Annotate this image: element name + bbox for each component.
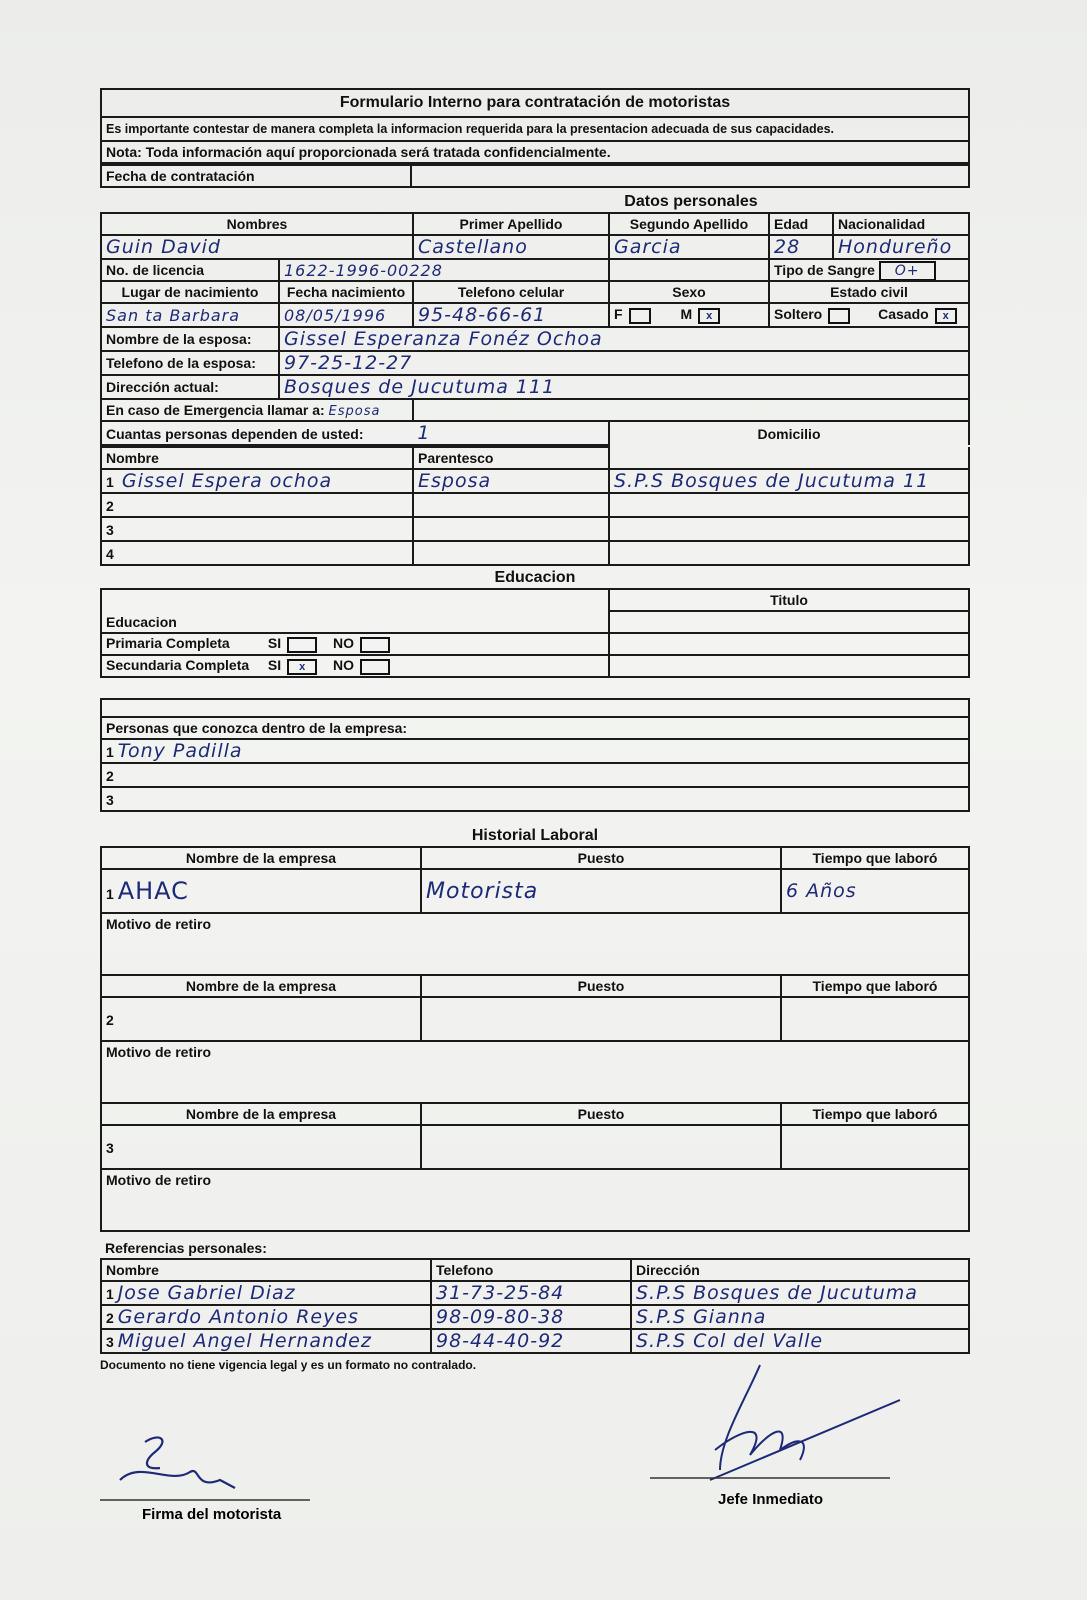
dependents-count-label: Cuantas personas dependen de usted: bbox=[106, 426, 364, 442]
home-label: Domicilio bbox=[609, 421, 969, 445]
known-person-name[interactable]: Tony Padilla bbox=[117, 740, 243, 762]
hire-date-field[interactable] bbox=[411, 165, 969, 187]
married-checkbox[interactable]: x bbox=[935, 308, 957, 324]
supervisor-signature bbox=[650, 1360, 910, 1490]
ref-address[interactable]: S.P.S Bosques de Jucutuma bbox=[631, 1281, 969, 1305]
ref-address[interactable]: S.P.S Gianna bbox=[631, 1305, 969, 1329]
phone-label: Telefono celular bbox=[413, 281, 609, 303]
known-person-num: 1 bbox=[106, 744, 114, 760]
blood-type-value[interactable]: O+ bbox=[879, 261, 936, 281]
blood-type-label: Tipo de Sangre bbox=[774, 261, 875, 278]
reference-row bbox=[101, 1305, 969, 1329]
job-position[interactable] bbox=[421, 997, 781, 1041]
form-intro: Es importante contestar de manera completa la informacion requerida para la presentacion adecuada de sus capacidades. bbox=[101, 117, 969, 141]
nationality-label: Nacionalidad bbox=[833, 213, 969, 235]
civil-status-cell bbox=[769, 303, 969, 327]
phone-value[interactable]: 95-48-66-61 bbox=[413, 303, 609, 327]
second-surname-label: Segundo Apellido bbox=[609, 213, 769, 235]
dependent-home[interactable] bbox=[609, 517, 969, 541]
ref-num: 3 bbox=[106, 1334, 114, 1350]
first-surname-value[interactable]: Castellano bbox=[413, 235, 609, 259]
hire-date-row bbox=[100, 164, 970, 188]
reason-label: Motivo de retiro bbox=[101, 1169, 969, 1190]
dependent-row bbox=[101, 541, 969, 565]
emergency-value[interactable]: Esposa bbox=[328, 403, 381, 419]
ref-name[interactable]: Gerardo Antonio Reyes bbox=[117, 1306, 359, 1328]
dependent-name[interactable]: Gissel Espera ochoa bbox=[121, 470, 333, 492]
ref-address-label: Dirección bbox=[631, 1259, 969, 1281]
dependent-row bbox=[101, 493, 969, 517]
dependents-relation-label: Parentesco bbox=[413, 447, 609, 469]
time-label: Tiempo que laboró bbox=[781, 1103, 969, 1125]
sex-m-label: M bbox=[680, 306, 693, 323]
primary-si-label: SI bbox=[267, 635, 282, 652]
emergency-cell bbox=[101, 399, 413, 421]
dependent-num: 2 bbox=[106, 498, 114, 514]
primary-no-checkbox[interactable] bbox=[360, 637, 390, 653]
emergency-label: En caso de Emergencia llamar a: bbox=[106, 401, 325, 418]
position-label: Puesto bbox=[421, 847, 781, 869]
single-label: Soltero bbox=[774, 306, 823, 323]
company-label: Nombre de la empresa bbox=[101, 847, 421, 869]
position-label: Puesto bbox=[421, 975, 781, 997]
known-person-num: 2 bbox=[106, 768, 114, 784]
reason-field[interactable] bbox=[101, 1062, 969, 1103]
primary-si-checkbox[interactable] bbox=[287, 637, 317, 653]
dependent-relation[interactable]: Esposa bbox=[413, 469, 609, 493]
driver-signature bbox=[100, 1430, 320, 1510]
sex-f-checkbox[interactable] bbox=[629, 308, 651, 324]
birthplace-label: Lugar de nacimiento bbox=[101, 281, 279, 303]
license-label: No. de licencia bbox=[101, 259, 279, 281]
confidential-note: Nota: Toda información aquí proporcionada será tratada confidencialmente. bbox=[101, 141, 969, 163]
education-title-field[interactable] bbox=[609, 611, 969, 633]
dependent-home[interactable] bbox=[609, 541, 969, 565]
first-surname-label: Primer Apellido bbox=[413, 213, 609, 235]
address-value[interactable]: Bosques de Jucutuma 111 bbox=[279, 375, 969, 399]
ref-phone[interactable]: 98-44-40-92 bbox=[431, 1329, 631, 1353]
form-header bbox=[100, 88, 970, 164]
ref-phone[interactable]: 98-09-80-38 bbox=[431, 1305, 631, 1329]
dependents-count-value[interactable]: 1 bbox=[417, 422, 431, 444]
secondary-no-label: NO bbox=[333, 657, 355, 674]
secondary-no-checkbox[interactable] bbox=[360, 659, 390, 675]
dependent-num: 4 bbox=[106, 546, 114, 562]
age-value[interactable]: 28 bbox=[769, 235, 833, 259]
sex-m-checkbox[interactable]: x bbox=[698, 308, 720, 324]
hiring-form bbox=[100, 88, 970, 1372]
sex-cell bbox=[609, 303, 769, 327]
secondary-si-label: SI bbox=[267, 657, 282, 674]
address-label: Dirección actual: bbox=[101, 375, 279, 399]
sex-label: Sexo bbox=[609, 281, 769, 303]
company-label: Nombre de la empresa bbox=[101, 975, 421, 997]
ref-name[interactable]: Jose Gabriel Diaz bbox=[117, 1282, 296, 1304]
position-label: Puesto bbox=[421, 1103, 781, 1125]
job-time[interactable] bbox=[781, 997, 969, 1041]
spouse-value[interactable]: Gissel Esperanza Fonéz Ochoa bbox=[279, 327, 969, 351]
job-num: 3 bbox=[106, 1140, 114, 1156]
work-section-title: Historial Laboral bbox=[471, 827, 599, 844]
driver-signature-label: Firma del motorista bbox=[142, 1506, 282, 1523]
primary-no-label: NO bbox=[333, 635, 355, 652]
names-value[interactable]: Guin David bbox=[101, 235, 413, 259]
dependent-num: 3 bbox=[106, 522, 114, 538]
dependent-num: 1 bbox=[106, 474, 115, 490]
primary-title-field[interactable] bbox=[609, 633, 969, 655]
ref-name[interactable]: Miguel Angel Hernandez bbox=[117, 1330, 372, 1352]
job-position[interactable] bbox=[421, 1125, 781, 1169]
education-table bbox=[100, 568, 970, 678]
personal-section-title: Datos personales bbox=[624, 193, 758, 210]
job-company[interactable]: AHAC bbox=[117, 877, 189, 905]
ref-num: 2 bbox=[106, 1310, 114, 1326]
birthdate-value[interactable]: 08/05/1996 bbox=[279, 303, 413, 327]
supervisor-signature-label: Jefe Inmediato bbox=[718, 1491, 824, 1508]
reason-label: Motivo de retiro bbox=[101, 913, 969, 934]
secondary-title-field[interactable] bbox=[609, 655, 969, 677]
hire-date-label: Fecha de contratación bbox=[101, 165, 411, 187]
time-label: Tiempo que laboró bbox=[781, 847, 969, 869]
second-surname-value[interactable]: Garcia bbox=[609, 235, 769, 259]
dependents-count-cell bbox=[101, 421, 609, 445]
birthdate-label: Fecha nacimiento bbox=[279, 281, 413, 303]
known-person-row bbox=[101, 763, 969, 787]
birthplace-value[interactable]: San ta Barbara bbox=[101, 303, 279, 327]
education-title-label: Titulo bbox=[609, 589, 969, 611]
civil-status-label: Estado civil bbox=[769, 281, 969, 303]
company-label: Nombre de la empresa bbox=[101, 1103, 421, 1125]
job-position[interactable]: Motorista bbox=[421, 869, 781, 913]
license-value[interactable]: 1622-1996-00228 bbox=[279, 259, 609, 281]
job-num: 1 bbox=[106, 886, 114, 902]
job-time[interactable]: 6 Años bbox=[781, 869, 969, 913]
ref-name-label: Nombre bbox=[101, 1259, 431, 1281]
reference-row bbox=[101, 1281, 969, 1305]
spouse-label: Nombre de la esposa: bbox=[101, 327, 279, 351]
work-history-table bbox=[100, 826, 970, 1232]
reason-field[interactable] bbox=[101, 1190, 969, 1231]
dependent-row bbox=[101, 517, 969, 541]
job-time[interactable] bbox=[781, 1125, 969, 1169]
job-row bbox=[101, 869, 969, 913]
sex-f-label: F bbox=[614, 306, 623, 323]
dependent-home[interactable]: S.P.S Bosques de Jucutuma 11 bbox=[609, 469, 969, 493]
ref-address[interactable]: S.P.S Col del Valle bbox=[631, 1329, 969, 1353]
ref-num: 1 bbox=[106, 1286, 114, 1302]
references-label: Referencias personales: bbox=[101, 1238, 431, 1259]
personal-data-table bbox=[100, 192, 970, 446]
dependents-name-label: Nombre bbox=[101, 447, 413, 469]
ref-phone[interactable]: 31-73-25-84 bbox=[431, 1281, 631, 1305]
dependent-home[interactable] bbox=[609, 493, 969, 517]
dependent-relation[interactable] bbox=[413, 541, 609, 565]
married-label: Casado bbox=[878, 306, 929, 323]
time-label: Tiempo que laboró bbox=[781, 975, 969, 997]
form-title: Formulario Interno para contratación de motoristas bbox=[101, 89, 969, 117]
spouse-phone-value[interactable]: 97-25-12-27 bbox=[279, 351, 969, 375]
spouse-phone-label: Telefono de la esposa: bbox=[101, 351, 279, 375]
job-num: 2 bbox=[106, 1012, 114, 1028]
known-persons-label: Personas que conozca dentro de la empresa: bbox=[101, 717, 969, 739]
secondary-label: Secundaria Completa bbox=[106, 657, 250, 674]
blood-type-cell bbox=[769, 259, 969, 281]
reason-field[interactable] bbox=[101, 934, 969, 975]
known-persons-table bbox=[100, 698, 970, 812]
reason-label: Motivo de retiro bbox=[101, 1041, 969, 1062]
job-row bbox=[101, 1125, 969, 1169]
references-table bbox=[100, 1238, 970, 1354]
dependent-relation[interactable] bbox=[413, 493, 609, 517]
known-person-row bbox=[101, 739, 969, 763]
secondary-si-checkbox[interactable]: x bbox=[287, 659, 317, 675]
age-label: Edad bbox=[769, 213, 833, 235]
known-person-row bbox=[101, 787, 969, 811]
dependents-table bbox=[100, 446, 970, 566]
known-person-num: 3 bbox=[106, 792, 114, 808]
single-checkbox[interactable] bbox=[828, 308, 850, 324]
education-section-title: Educacion bbox=[494, 569, 576, 586]
secondary-row bbox=[101, 655, 609, 677]
primary-row bbox=[101, 633, 609, 655]
ref-phone-label: Telefono bbox=[431, 1259, 631, 1281]
nationality-value[interactable]: Hondureño bbox=[833, 235, 969, 259]
reference-row bbox=[101, 1329, 969, 1353]
dependent-relation[interactable] bbox=[413, 517, 609, 541]
dependent-row bbox=[101, 469, 969, 493]
names-label: Nombres bbox=[101, 213, 413, 235]
legal-disclaimer: Documento no tiene vigencia legal y es un formato no contralado. bbox=[100, 1358, 477, 1372]
primary-label: Primaria Completa bbox=[106, 635, 230, 652]
education-label: Educacion bbox=[101, 611, 609, 633]
job-row bbox=[101, 997, 969, 1041]
